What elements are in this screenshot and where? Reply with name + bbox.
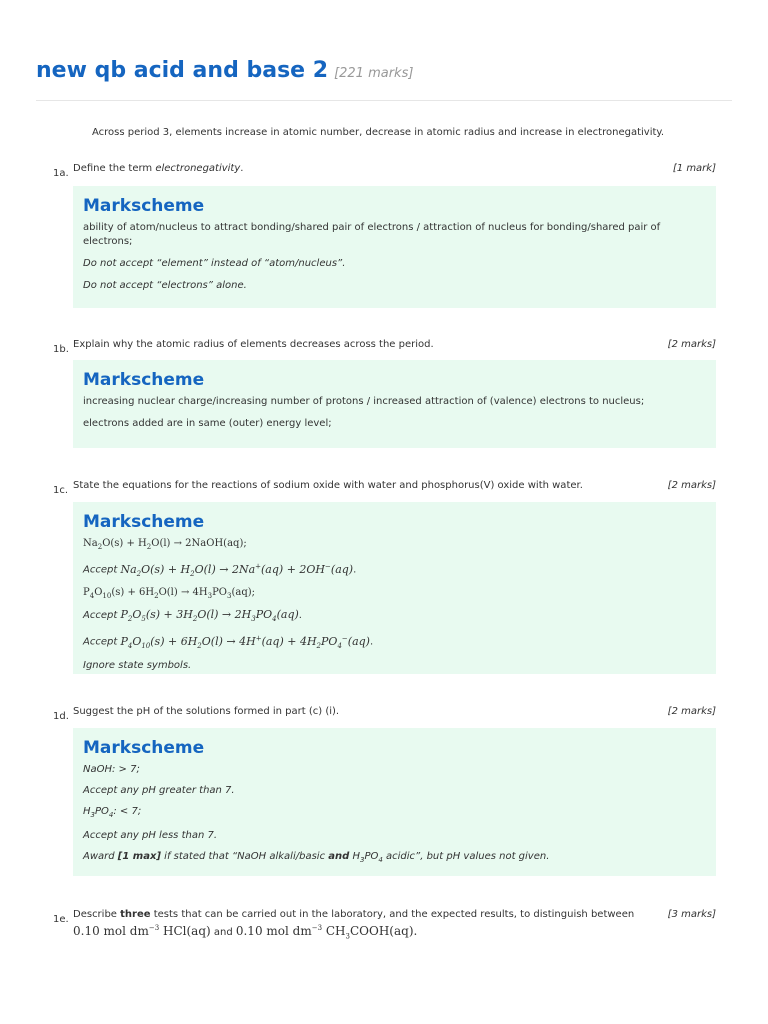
question-text: Explain why the atomic radius of elements decreases across the period.	[73, 339, 434, 350]
markscheme-note: Award [1 max] if stated that “NaOH alkali/basic and $H_3PO_4$ acidic”, but pH values not given.	[83, 851, 550, 864]
page-header	[36, 58, 413, 83]
equation-line: Accept $Na_2O(s) + H_2O(l) \to 2Na^+(aq) + 2OH^-(aq)$.	[83, 562, 357, 578]
question-number: 1e.	[53, 914, 69, 925]
markscheme-title: Markscheme	[83, 738, 205, 758]
markscheme-title: Markscheme	[83, 370, 205, 390]
equation-line: Accept $P_4O_{10}(s) + 6H_2O(l) \to 4H^+(aq) + 4H_2PO_4^-(aq)$.	[83, 634, 374, 650]
question-text: Define the term electronegativity.	[73, 163, 244, 174]
equation-line: $Na_2O(s) + H_2O(l)$ → 2NaOH(aq);	[83, 538, 247, 551]
question-formula: 0.10 mol $dm^{-3}$ HCl(aq) and 0.10 mol $dm^{-3}$ $CH_3COOH(aq)$.	[73, 924, 418, 941]
question-marks: [2 marks]	[667, 480, 716, 491]
markscheme-line: NaOH: > 7;	[83, 764, 140, 775]
question-text: Suggest the pH of the solutions formed in part (c) (i).	[73, 706, 340, 717]
equation-line: Accept $P_2O_5(s) + 3H_2O(l) \to 2H_3PO_4(aq)$.	[83, 607, 302, 624]
markscheme-line: $H_3PO_4$: < 7;	[83, 806, 142, 819]
header-divider	[36, 100, 732, 101]
page-title: new qb acid and base 2	[36, 58, 329, 83]
markscheme-line: ability of atom/nucleus to attract bonding/shared pair of electrons / attraction of nucleus for bonding/shared pair of electrons;	[83, 222, 661, 247]
markscheme-note: Do not accept “electrons” alone.	[83, 280, 247, 291]
markscheme-note: Accept any pH less than 7.	[83, 830, 218, 841]
question-number: 1c.	[53, 485, 69, 496]
question-marks: [1 mark]	[672, 163, 716, 174]
markscheme-note: Ignore state symbols.	[83, 659, 192, 671]
question-text: State the equations for the reactions of sodium oxide with water and phosphorus(V) oxide with water.	[73, 480, 583, 491]
markscheme-note: Do not accept “element” instead of “atom/nucleus”.	[83, 258, 346, 269]
markscheme-box	[73, 186, 716, 308]
markscheme-box	[73, 360, 716, 448]
question-number: 1a.	[53, 168, 69, 179]
markscheme-box	[73, 502, 716, 674]
equation-line: $P_4O_{10}(s) + 6H_2O(l) \to 4H_3PO_3(aq)$;	[83, 586, 256, 600]
question-marks: [3 marks]	[667, 909, 716, 920]
question-text: Describe three tests that can be carried out in the laboratory, and the expected results, to distinguish between	[73, 909, 635, 920]
intro-text: Across period 3, elements increase in atomic number, decrease in atomic radius and increase in electronegativity.	[92, 127, 665, 138]
question-marks: [2 marks]	[667, 339, 716, 350]
question-number: 1d.	[53, 711, 69, 722]
total-marks: [221 marks]	[334, 66, 414, 81]
question-marks: [2 marks]	[667, 706, 716, 717]
markscheme-title: Markscheme	[83, 512, 205, 532]
markscheme-box	[73, 728, 716, 876]
question-number: 1b.	[53, 344, 69, 355]
markscheme-line: electrons added are in same (outer) energy level;	[83, 418, 332, 429]
markscheme-note: Accept any pH greater than 7.	[83, 785, 235, 796]
markscheme-title: Markscheme	[83, 196, 205, 216]
markscheme-line: increasing nuclear charge/increasing number of protons / increased attraction of (valence) electrons to nucleus;	[83, 396, 645, 407]
